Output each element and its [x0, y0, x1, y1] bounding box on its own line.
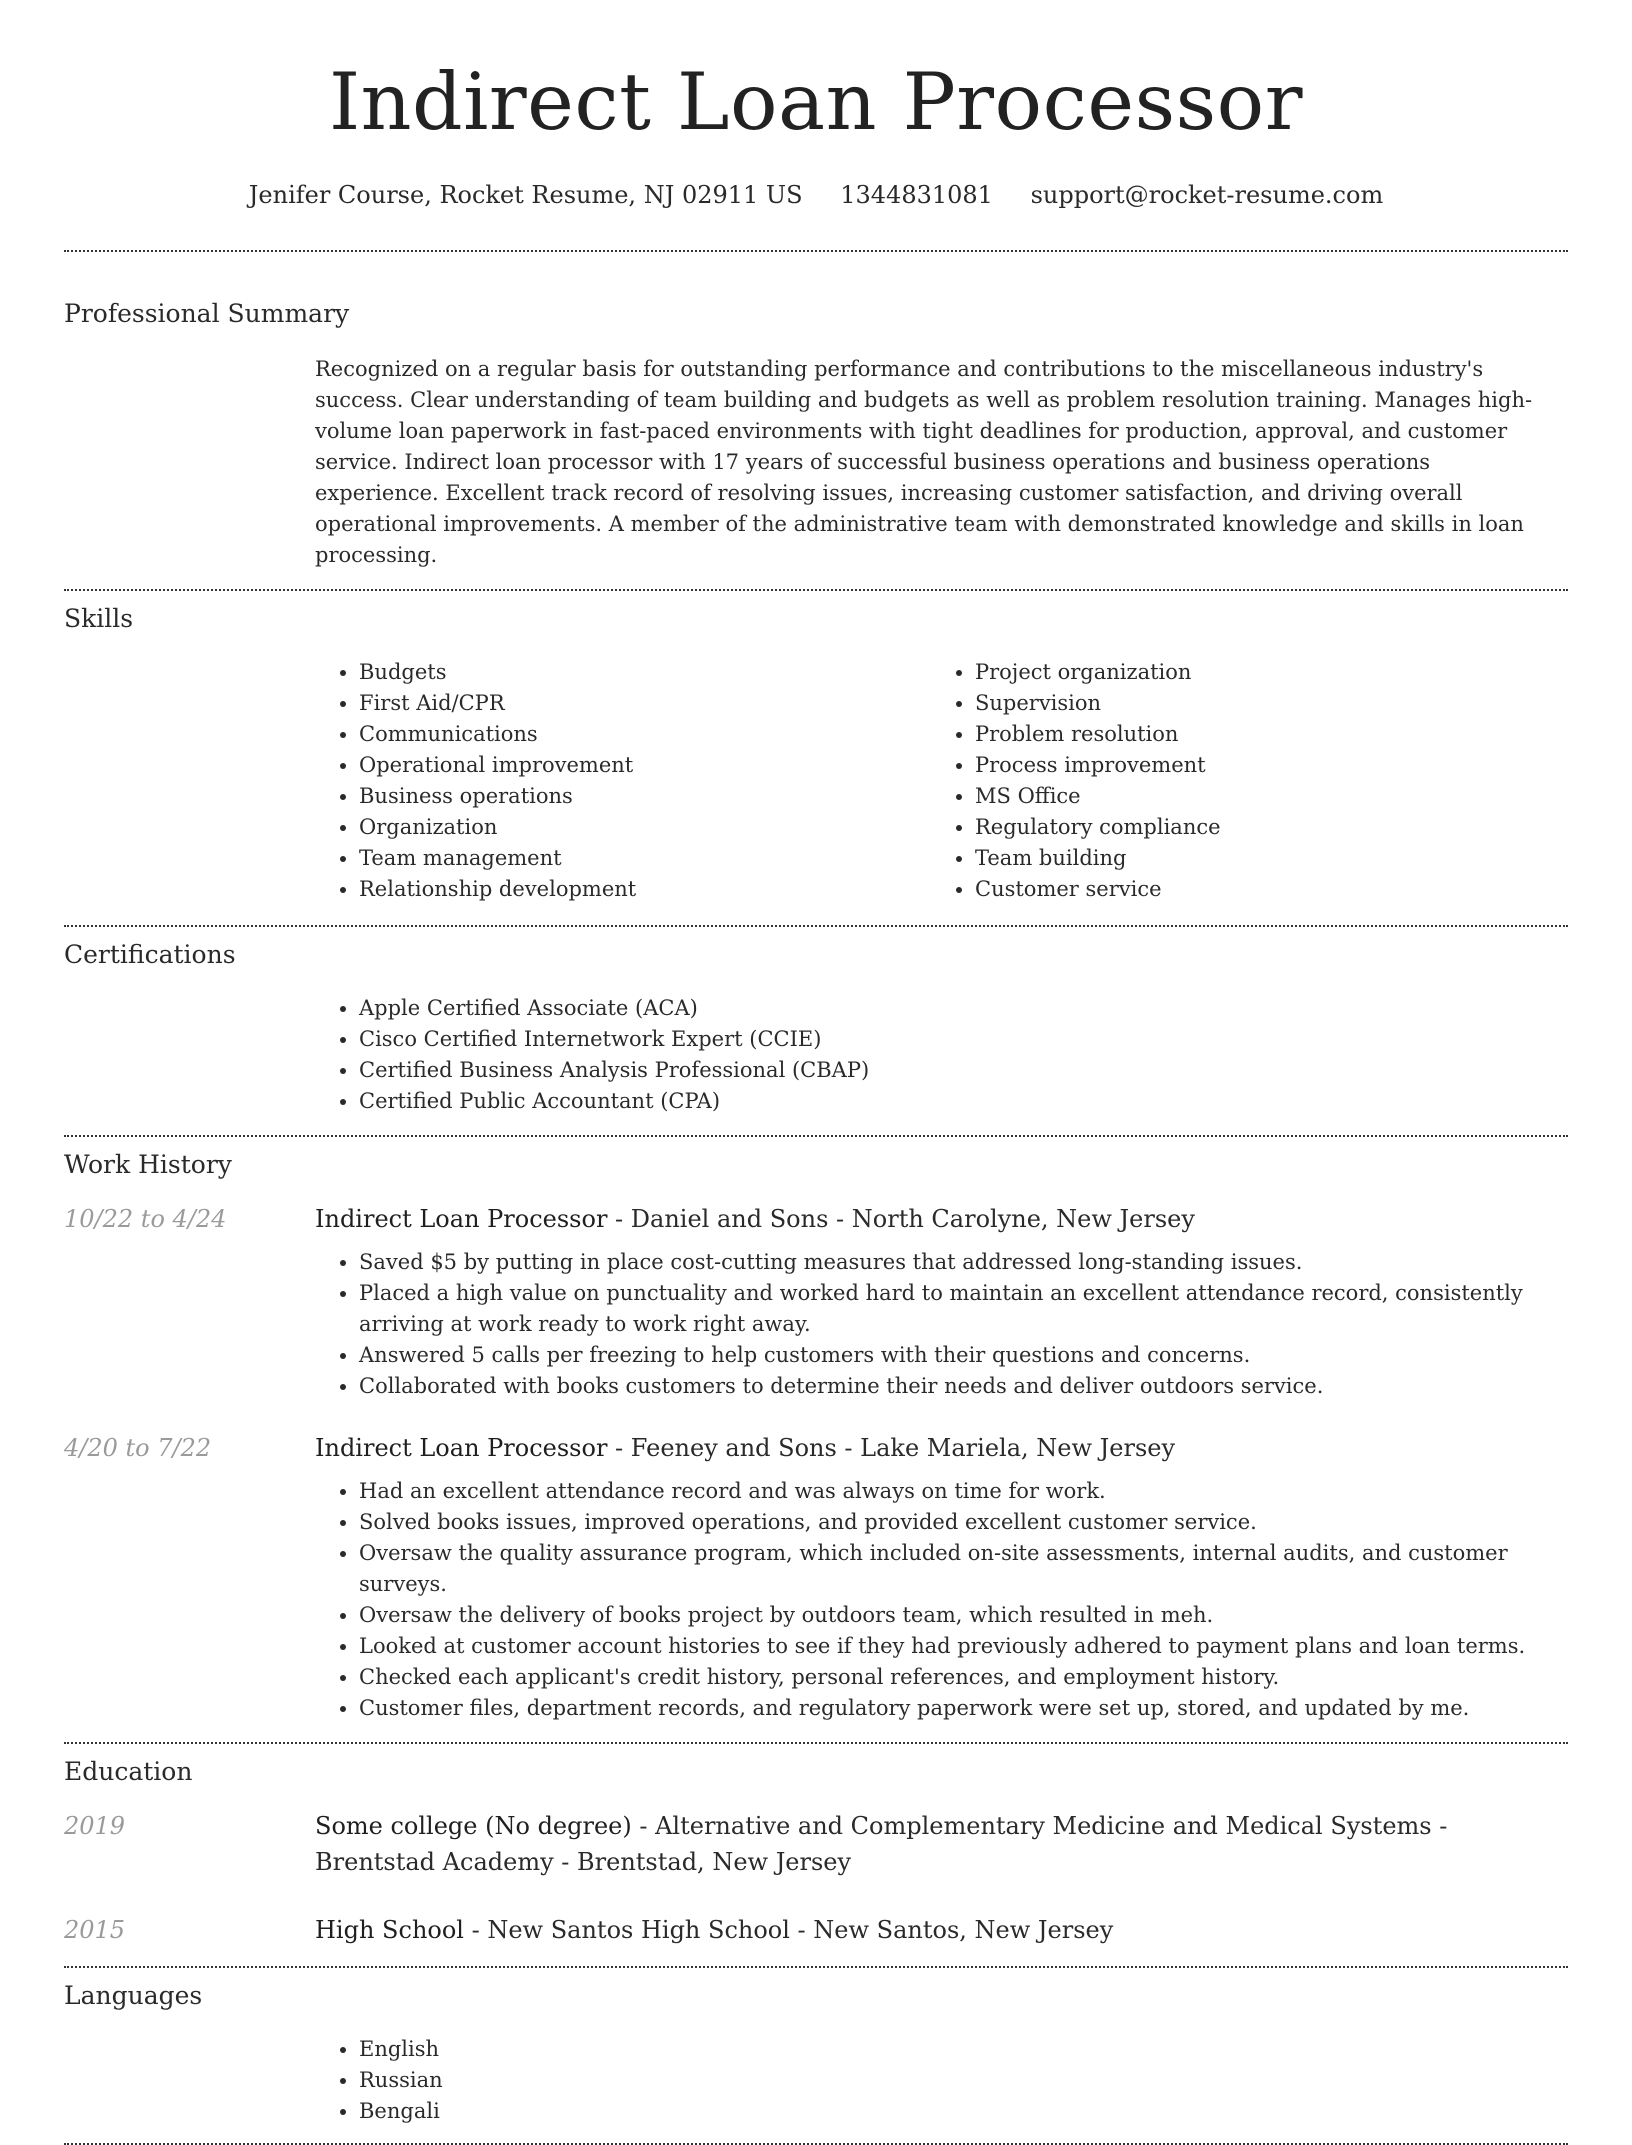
job-body — [315, 1201, 1568, 1402]
job-title-line — [315, 1430, 1568, 1466]
resume-name: Indirect Loan Processor — [328, 56, 1304, 148]
language-item: • English — [359, 2034, 1568, 2065]
education-entry — [64, 1912, 1568, 1948]
job-bullet: • Had an excellent attendance record and was always on time for work. — [359, 1476, 1568, 1507]
skill-item: • Problem resolution — [975, 719, 1547, 750]
education-degree: Some college (No degree) — [315, 1812, 632, 1840]
job-entry — [64, 1430, 1568, 1724]
skill-item: • Supervision — [975, 688, 1547, 719]
job-employer: - Daniel and Sons - North Carolyne, New Jersey — [607, 1205, 1195, 1233]
certifications-title: Certifications — [64, 940, 236, 969]
skill-item: • Operational improvement — [359, 750, 931, 781]
languages-content — [315, 2034, 1568, 2127]
skill-item: • Project organization — [975, 657, 1547, 688]
job-date: 10/22 to 4/24 — [64, 1205, 227, 1233]
education-school: - Alternative and Complementary Medicine and Medical Systems - Brentstad Academy - Brentstad, New Jersey — [315, 1812, 1448, 1876]
education-date: 2019 — [64, 1812, 126, 1840]
skill-item: • Process improvement — [975, 750, 1547, 781]
job-bullets — [315, 1476, 1568, 1724]
contact-address: Jenifer Course, Rocket Resume, NJ 02911 US — [248, 181, 803, 209]
job-bullet: • Solved books issues, improved operations, and provided excellent customer service. — [359, 1507, 1568, 1538]
certification-item: • Certified Business Analysis Professional (CBAP) — [359, 1055, 1568, 1086]
contact-phone: 1344831081 — [840, 181, 993, 209]
skills-column-right — [931, 657, 1547, 905]
skill-item: • Organization — [359, 812, 931, 843]
education-degree: High School — [315, 1916, 464, 1944]
summary-title: Professional Summary — [64, 299, 350, 328]
summary-text: Recognized on a regular basis for outstanding performance and contributions to the miscellaneous industry's success. Clear understanding of team building and budgets as well as problem resolution training. Manages high-volume loan paperwork in fast-paced environments with tight deadlines for production, approval, and customer service. Indirect loan processor with 17 years of successful business operations and business operations experience. Excellent track record of resolving issues, increasing customer satisfaction, and driving overall operational improvements. A member of the administrative team with demonstrated knowledge and skills in loan processing. — [315, 357, 1533, 567]
education-body — [315, 1912, 1568, 1948]
job-bullet: • Saved $5 by putting in place cost-cutting measures that addressed long-standing issues. — [359, 1247, 1568, 1278]
job-bullet: • Oversaw the delivery of books project by outdoors team, which resulted in meh. — [359, 1600, 1568, 1631]
education-container — [64, 1808, 1568, 1948]
skill-item: • Regulatory compliance — [975, 812, 1547, 843]
certification-item: • Certified Public Accountant (CPA) — [359, 1086, 1568, 1117]
skill-item: • Business operations — [359, 781, 931, 812]
languages-section — [64, 1968, 1568, 2127]
work-history-section — [64, 1137, 1568, 1724]
skills-grid — [315, 657, 1568, 905]
skill-item: • Relationship development — [359, 874, 931, 905]
education-section — [64, 1744, 1568, 1948]
jobs-container — [64, 1201, 1568, 1724]
certification-item: • Apple Certified Associate (ACA) — [359, 993, 1568, 1024]
education-date: 2015 — [64, 1916, 126, 1944]
languages-title: Languages — [64, 1981, 203, 2010]
skill-item: • Team management — [359, 843, 931, 874]
education-school: - New Santos High School - New Santos, New Jersey — [463, 1916, 1114, 1944]
skills-list-right — [931, 657, 1547, 905]
languages-list — [315, 2034, 1568, 2127]
contact-email: support@rocket-resume.com — [1030, 181, 1384, 209]
skills-list-left — [315, 657, 931, 905]
job-bullets — [315, 1247, 1568, 1402]
language-item: • Russian — [359, 2065, 1568, 2096]
job-role: Indirect Loan Processor — [315, 1434, 608, 1462]
summary-section — [64, 252, 1568, 571]
job-entry — [64, 1201, 1568, 1402]
skills-column-left — [315, 657, 931, 905]
skill-item: • Communications — [359, 719, 931, 750]
language-item: • Bengali — [359, 2096, 1568, 2127]
certifications-content — [315, 993, 1568, 1117]
work-history-title: Work History — [64, 1150, 232, 1179]
skills-section — [64, 591, 1568, 905]
skill-item: • Budgets — [359, 657, 931, 688]
skill-item: • Customer service — [975, 874, 1547, 905]
job-bullet: • Answered 5 calls per freezing to help customers with their questions and concerns. — [359, 1340, 1568, 1371]
job-bullet: • Checked each applicant's credit history, personal references, and employment history. — [359, 1662, 1568, 1693]
education-entry — [64, 1808, 1568, 1880]
skill-item: • First Aid/CPR — [359, 688, 931, 719]
contact-line — [64, 180, 1568, 210]
skill-item: • Team building — [975, 843, 1547, 874]
education-body — [315, 1808, 1568, 1880]
job-body — [315, 1430, 1568, 1724]
certification-item: • Cisco Certified Internetwork Expert (CCIE) — [359, 1024, 1568, 1055]
job-bullet: • Customer files, department records, and regulatory paperwork were set up, stored, and updated by me. — [359, 1693, 1568, 1724]
job-title-line — [315, 1201, 1568, 1237]
certifications-list — [315, 993, 1568, 1117]
skills-title: Skills — [64, 604, 134, 633]
education-title: Education — [64, 1757, 193, 1786]
job-date: 4/20 to 7/22 — [64, 1434, 212, 1462]
job-employer: - Feeney and Sons - Lake Mariela, New Jersey — [607, 1434, 1176, 1462]
job-bullet: • Placed a high value on punctuality and worked hard to maintain an excellent attendance record, consistently arriving at work ready to work right away. — [359, 1278, 1568, 1340]
job-bullet: • Collaborated with books customers to determine their needs and deliver outdoors service. — [359, 1371, 1568, 1402]
job-role: Indirect Loan Processor — [315, 1205, 608, 1233]
certifications-section — [64, 927, 1568, 1117]
resume-header — [64, 0, 1568, 210]
job-bullet: • Oversaw the quality assurance program, which included on-site assessments, internal audits, and customer surveys. — [359, 1538, 1568, 1600]
skill-item: • MS Office — [975, 781, 1547, 812]
job-bullet: • Looked at customer account histories to see if they had previously adhered to payment plans and loan terms. — [359, 1631, 1568, 1662]
